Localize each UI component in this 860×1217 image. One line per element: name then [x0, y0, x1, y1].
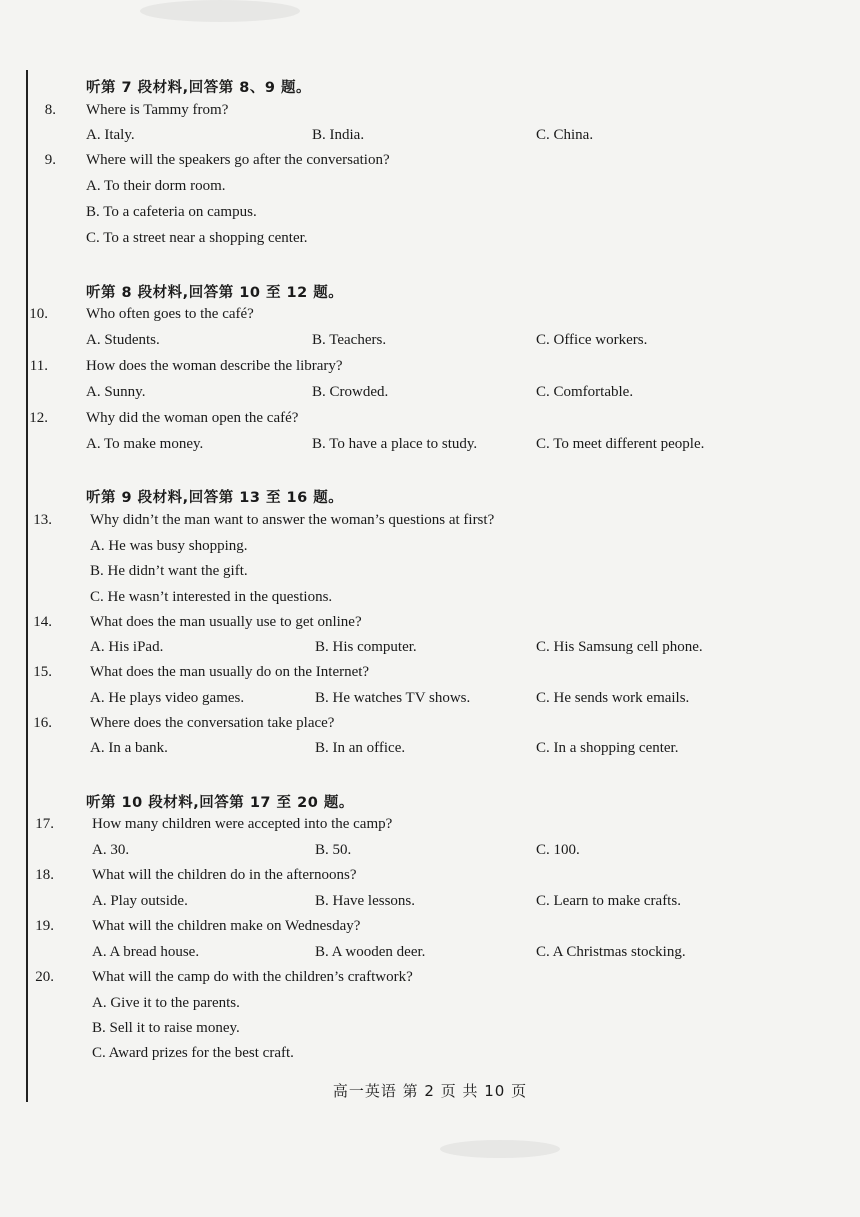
section-heading: 听第 7 段材料,回答第 8、9 题。 [86, 80, 311, 96]
option-a: A. He plays video games. [90, 690, 245, 706]
option-b: B. His computer. [315, 639, 417, 655]
scan-smudge [140, 0, 300, 22]
option-c: C. A Christmas stocking. [536, 944, 686, 960]
section-heading: 听第 10 段材料,回答第 17 至 20 题。 [86, 795, 354, 811]
option-b: B. A wooden deer. [315, 944, 426, 960]
option-b: B. To a cafeteria on campus. [86, 204, 257, 220]
option-b: B. He watches TV shows. [315, 690, 471, 706]
option-b: B. He didn’t want the gift. [90, 563, 248, 579]
section-heading: 听第 8 段材料,回答第 10 至 12 题。 [86, 285, 344, 301]
option-a: A. Italy. [86, 127, 135, 143]
option-c: C. China. [536, 127, 594, 143]
question-number: 17. [35, 816, 54, 832]
option-c: C. Award prizes for the best craft. [92, 1045, 294, 1061]
option-a: A. To make money. [86, 436, 204, 452]
question-text: Where is Tammy from? [86, 102, 229, 118]
option-a: A. Students. [86, 332, 160, 348]
question-number: 12. [29, 410, 48, 426]
page-footer: 高一英语 第 2 页 共 10 页 [332, 1082, 528, 1100]
option-a: A. Play outside. [92, 893, 188, 909]
question-number: 16. [33, 715, 52, 731]
option-a: A. Sunny. [86, 384, 146, 400]
question-number: 9. [44, 152, 56, 168]
option-c: C. His Samsung cell phone. [536, 639, 703, 655]
question-text: Who often goes to the café? [86, 306, 254, 322]
question-text: Where does the conversation take place? [90, 715, 335, 731]
option-c: C. Office workers. [536, 332, 648, 348]
option-b: B. Have lessons. [315, 893, 415, 909]
option-a: A. Give it to the parents. [92, 995, 240, 1011]
question-number: 18. [35, 867, 54, 883]
option-b: B. 50. [315, 842, 352, 858]
option-c: C. He wasn’t interested in the questions. [90, 589, 333, 605]
question-text: Why didn’t the man want to answer the woman’s questions at first? [90, 512, 495, 528]
option-b: B. Sell it to raise money. [92, 1020, 240, 1036]
option-c: C. To meet different people. [536, 436, 705, 452]
section-heading: 听第 9 段材料,回答第 13 至 16 题。 [86, 490, 344, 506]
option-c: C. 100. [536, 842, 580, 858]
question-text: What will the children do in the afternoons? [92, 867, 357, 883]
option-c: C. To a street near a shopping center. [86, 230, 308, 246]
question-text: What does the man usually do on the Internet? [90, 664, 370, 680]
option-c: C. Comfortable. [536, 384, 634, 400]
option-a: A. A bread house. [92, 944, 200, 960]
option-c: C. In a shopping center. [536, 740, 679, 756]
option-b: B. Teachers. [312, 332, 387, 348]
question-number: 20. [35, 969, 54, 985]
option-a: A. 30. [92, 842, 130, 858]
option-a: A. His iPad. [90, 639, 164, 655]
question-text: How many children were accepted into the camp? [92, 816, 393, 832]
question-number: 13. [33, 512, 52, 528]
question-text: What does the man usually use to get online? [90, 614, 362, 630]
option-b: B. In an office. [315, 740, 406, 756]
option-a: A. To their dorm room. [86, 178, 226, 194]
option-a: A. He was busy shopping. [90, 538, 248, 554]
option-b: B. To have a place to study. [312, 436, 478, 452]
question-number: 15. [33, 664, 52, 680]
question-number: 8. [44, 102, 56, 118]
question-number: 10. [29, 306, 48, 322]
question-number: 11. [29, 358, 48, 374]
question-text: Where will the speakers go after the conversation? [86, 152, 390, 168]
option-c: C. He sends work emails. [536, 690, 690, 706]
margin-rule [26, 70, 28, 1102]
option-c: C. Learn to make crafts. [536, 893, 681, 909]
question-number: 14. [33, 614, 52, 630]
question-text: How does the woman describe the library? [86, 358, 343, 374]
question-number: 19. [35, 918, 54, 934]
question-text: What will the children make on Wednesday? [92, 918, 361, 934]
option-a: A. In a bank. [90, 740, 168, 756]
question-text: Why did the woman open the café? [86, 410, 299, 426]
scan-smudge [440, 1140, 560, 1158]
question-text: What will the camp do with the children’s craftwork? [92, 969, 413, 985]
option-b: B. India. [312, 127, 365, 143]
option-b: B. Crowded. [312, 384, 389, 400]
